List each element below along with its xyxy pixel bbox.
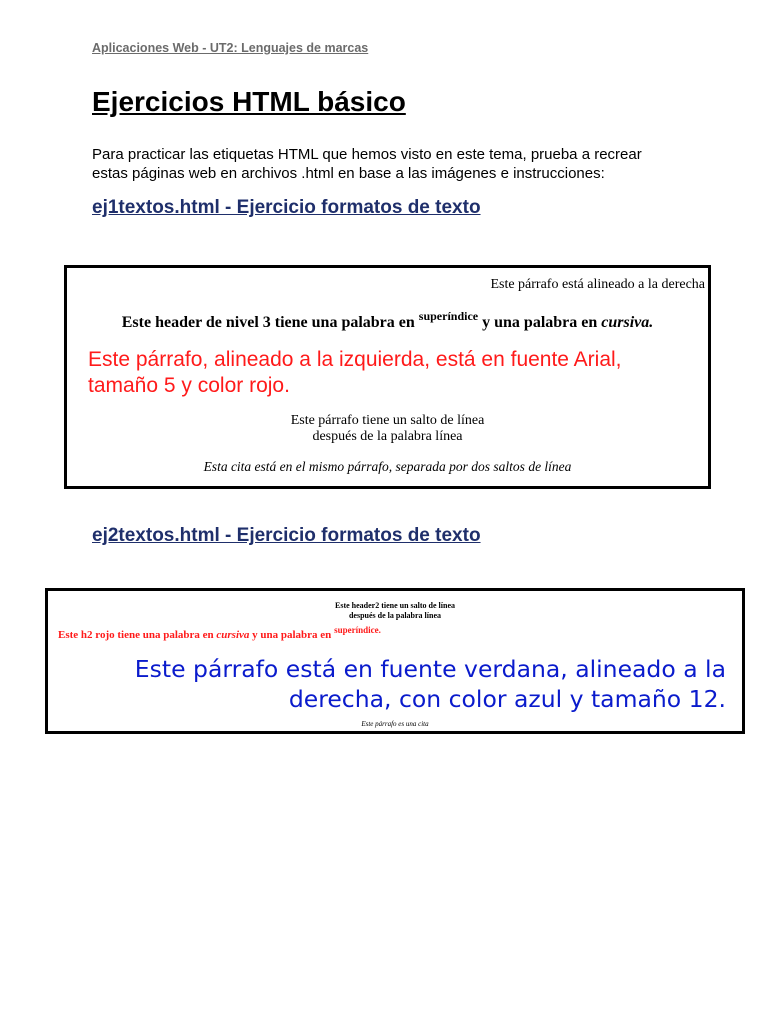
h2-line-2: después de la palabra línea bbox=[348, 611, 441, 620]
line-break-paragraph bbox=[67, 413, 708, 445]
blue-line-2: derecha, con color azul y tamaño 12. bbox=[288, 685, 726, 713]
h3-superscript: superíndice bbox=[418, 309, 479, 323]
exercise2-heading: ej2textos.html - Ejercicio formatos de texto bbox=[92, 525, 481, 546]
red-h2-text-1: Este h2 rojo tiene una palabra en bbox=[58, 629, 217, 641]
exercise1-screenshot bbox=[64, 265, 711, 489]
h3-text-1: Este header de nivel 3 tiene una palabra en bbox=[121, 314, 419, 331]
intro-line-1: Para practicar las etiquetas HTML que hemos visto en este tema, prueba a recrear bbox=[92, 146, 642, 163]
red-h2 bbox=[58, 625, 381, 641]
page-title: Ejercicios HTML básico bbox=[92, 86, 406, 117]
intro-line-2: estas páginas web en archivos .html en base a las imágenes e instrucciones: bbox=[92, 165, 605, 182]
exercise1-heading: ej1textos.html - Ejercicio formatos de texto bbox=[92, 197, 481, 218]
h2-line-1: Este header2 tiene un salto de línea bbox=[335, 601, 455, 610]
red-h2-superscript: superíndice. bbox=[334, 625, 381, 635]
center-line-2: después de la palabra línea bbox=[312, 429, 463, 444]
blue-verdana-paragraph bbox=[66, 654, 726, 714]
red-line-1: Este párrafo, alineado a la izquierda, está en fuente Arial, bbox=[88, 348, 622, 371]
red-h2-text-2: y una palabra en bbox=[249, 629, 335, 641]
document-header: Aplicaciones Web - UT2: Lenguajes de marcas bbox=[92, 41, 369, 55]
h3-italic: cursiva. bbox=[601, 314, 654, 331]
quote: Esta cita está en el mismo párrafo, separada por dos saltos de línea bbox=[203, 459, 572, 474]
red-arial-paragraph bbox=[88, 347, 688, 399]
red-line-2: tamaño 5 y color rojo. bbox=[88, 374, 290, 397]
exercise2-screenshot bbox=[45, 588, 745, 734]
blue-line-1: Este párrafo está en fuente verdana, alineado a la bbox=[134, 655, 726, 683]
intro-paragraph bbox=[92, 145, 692, 183]
right-aligned-paragraph: Este párrafo está alineado a la derecha bbox=[490, 277, 705, 292]
center-line-1: Este párrafo tiene un salto de línea bbox=[290, 413, 485, 428]
h3-text-2: y una palabra en bbox=[478, 314, 602, 331]
quote: Este párrafo es una cita bbox=[361, 720, 429, 728]
red-h2-italic: cursiva bbox=[216, 629, 250, 641]
h2-header bbox=[48, 601, 742, 621]
h3-header bbox=[67, 309, 708, 332]
